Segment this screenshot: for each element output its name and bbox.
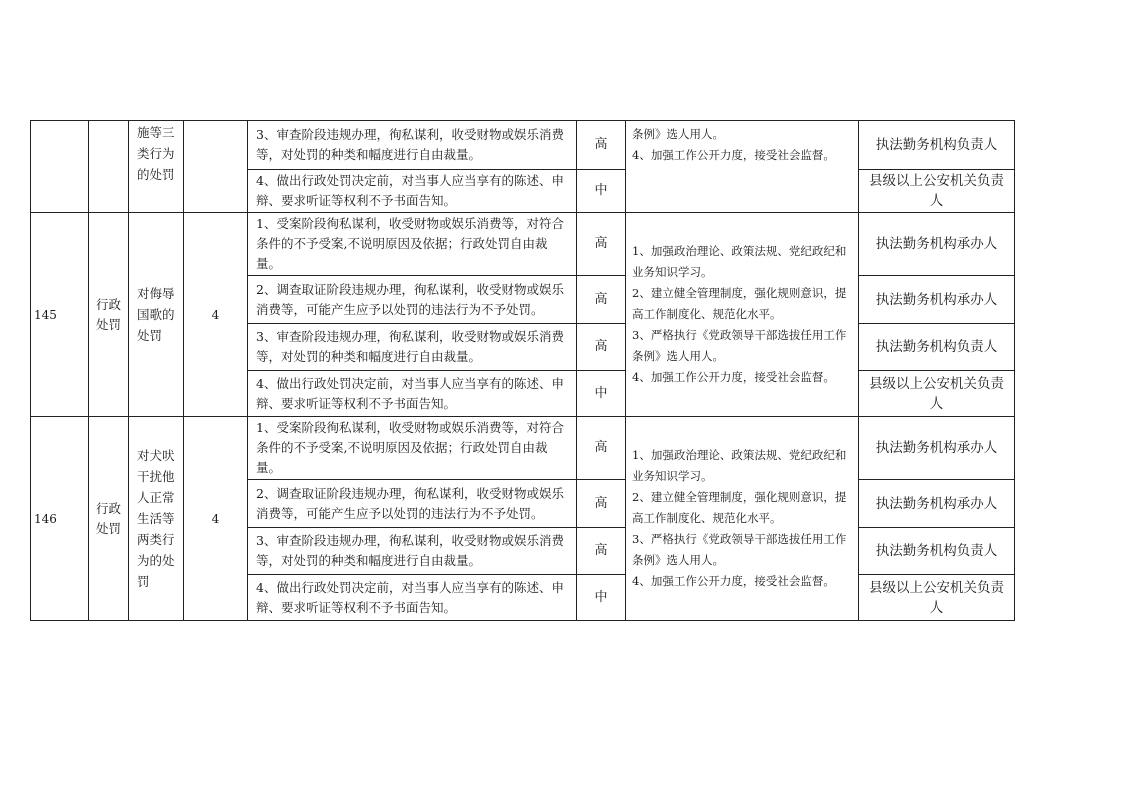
seq-cell [31,121,89,213]
category-cell [89,121,129,213]
responsible-cell: 执法勤务机构负责人 [859,121,1015,170]
table-row [31,417,1015,480]
risk-table [30,120,1015,621]
measure-item: 3、严格执行《党政领导干部选拔任用工作条例》选人用人。 [632,532,847,567]
risk-level-cell: 高 [577,213,626,276]
measure-item: 2、建立健全管理制度，强化规则意识，提高工作制度化、规范化水平。 [632,286,847,321]
table-row [31,121,1015,170]
measure-item: 条例》选人用人。 [632,127,724,141]
measure-item: 4、加强工作公开力度，接受社会监督。 [632,574,835,588]
responsible-cell: 执法勤务机构承办人 [859,417,1015,480]
item-name-cell: 对侮辱国歌的处罚 [129,213,184,417]
item-name-cell: 对犬吠干扰他人正常生活等两类行为的处罚 [129,417,184,621]
risk-level-cell: 高 [577,417,626,480]
risk-point-cell: 4、做出行政处罚决定前，对当事人应当享有的陈述、申辩、要求听证等权利不予书面告知。 [248,170,577,213]
measure-item: 1、加强政治理论、政策法规、党纪政纪和业务知识学习。 [632,448,847,483]
item-name-cell: 施等三类行为的处罚 [129,121,184,213]
risk-point-cell: 1、受案阶段徇私谋利，收受财物或娱乐消费等，对符合条件的不予受案,不说明原因及依据；行政处罚自由裁量。 [248,213,577,276]
prevention-measures-cell [626,213,859,417]
count-cell: 4 [184,417,248,621]
prevention-measures-cell [626,417,859,621]
seq-cell: 146 [31,417,89,621]
risk-level-cell: 中 [577,170,626,213]
responsible-cell: 县级以上公安机关负责人 [859,575,1015,621]
risk-level-cell: 高 [577,528,626,575]
measure-item: 2、建立健全管理制度，强化规则意识，提高工作制度化、规范化水平。 [632,490,847,525]
category-cell: 行政处罚 [89,417,129,621]
risk-level-cell: 高 [577,480,626,528]
count-cell: 4 [184,213,248,417]
prevention-measures-cell [626,121,859,213]
risk-point-cell: 3、审查阶段违规办理，徇私谋利，收受财物或娱乐消费等，对处罚的种类和幅度进行自由裁量。 [248,121,577,170]
risk-level-cell: 中 [577,371,626,417]
risk-level-cell: 高 [577,121,626,170]
risk-point-cell: 3、审查阶段违规办理，徇私谋利，收受财物或娱乐消费等，对处罚的种类和幅度进行自由裁量。 [248,324,577,371]
responsible-cell: 执法勤务机构承办人 [859,213,1015,276]
measure-item: 1、加强政治理论、政策法规、党纪政纪和业务知识学习。 [632,244,847,279]
responsible-cell: 执法勤务机构承办人 [859,276,1015,324]
risk-point-cell: 2、调查取证阶段违规办理，徇私谋利，收受财物或娱乐消费等，可能产生应予以处罚的违法行为不予处罚。 [248,276,577,324]
responsible-cell: 执法勤务机构负责人 [859,528,1015,575]
measure-item: 4、加强工作公开力度，接受社会监督。 [632,370,835,384]
responsible-cell: 执法勤务机构承办人 [859,480,1015,528]
category-cell: 行政处罚 [89,213,129,417]
risk-level-cell: 中 [577,575,626,621]
risk-point-cell: 4、做出行政处罚决定前，对当事人应当享有的陈述、申辩、要求听证等权利不予书面告知。 [248,575,577,621]
measure-item: 3、严格执行《党政领导干部选拔任用工作条例》选人用人。 [632,328,847,363]
risk-point-cell: 2、调查取证阶段违规办理，徇私谋利，收受财物或娱乐消费等，可能产生应予以处罚的违法行为不予处罚。 [248,480,577,528]
risk-point-cell: 1、受案阶段徇私谋利，收受财物或娱乐消费等，对符合条件的不予受案,不说明原因及依据；行政处罚自由裁量。 [248,417,577,480]
seq-cell: 145 [31,213,89,417]
responsible-cell: 县级以上公安机关负责人 [859,170,1015,213]
count-cell [184,121,248,213]
responsible-cell: 县级以上公安机关负责人 [859,371,1015,417]
risk-level-cell: 高 [577,276,626,324]
risk-control-document [30,120,1014,621]
measure-item: 4、加强工作公开力度，接受社会监督。 [632,148,835,162]
risk-point-cell: 3、审查阶段违规办理，徇私谋利，收受财物或娱乐消费等，对处罚的种类和幅度进行自由裁量。 [248,528,577,575]
risk-point-cell: 4、做出行政处罚决定前，对当事人应当享有的陈述、申辩、要求听证等权利不予书面告知。 [248,371,577,417]
risk-level-cell: 高 [577,324,626,371]
responsible-cell: 执法勤务机构负责人 [859,324,1015,371]
table-row [31,213,1015,276]
